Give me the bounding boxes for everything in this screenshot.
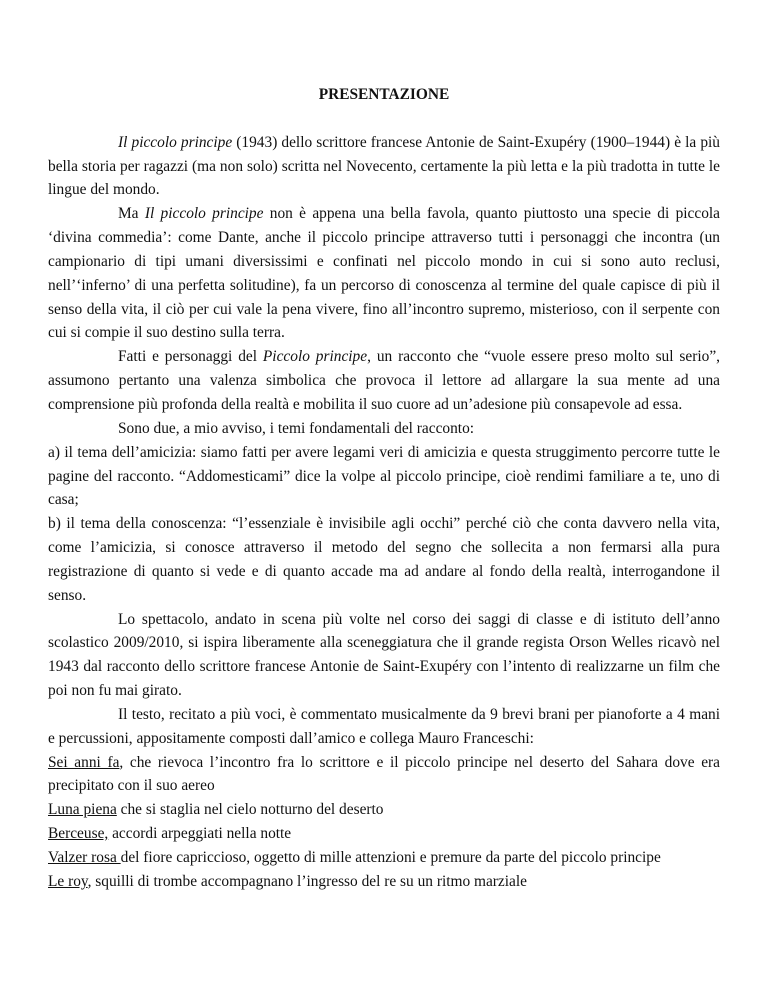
track-name: Luna piena — [48, 801, 117, 819]
track-item — [48, 870, 720, 894]
document-page — [48, 83, 720, 894]
page-title: PRESENTAZIONE — [318, 86, 450, 103]
paragraph-intro — [48, 131, 720, 203]
paragraph-text: (1943) dello scrittore francese Antonie de Saint-Exupéry (1900–1944) è la più bella storia per ragazzi (ma non solo) scritta nel Novecento, certamente la più letta e la più tradotta in tutte le lingue del mondo. — [48, 133, 721, 199]
track-item — [48, 751, 720, 799]
paragraph-testo-musica: Il testo, recitato a più voci, è commentato musicalmente da 9 brevi brani per pianoforte a 4 mani e percussioni, appositamente composti dall’amico e collega Mauro Franceschi: — [48, 705, 720, 747]
book-title-italic: Il piccolo principe — [118, 133, 233, 151]
track-item — [48, 846, 720, 870]
track-description: che si staglia nel cielo notturno del deserto — [116, 801, 384, 819]
track-name: Valzer rosa — [48, 849, 121, 866]
paragraph-fatti-personaggi — [48, 345, 720, 417]
track-description: del fiore capriccioso, oggetto di mille attenzioni e premure da parte del piccolo principe — [120, 849, 661, 866]
track-name: Le roy — [48, 872, 88, 890]
paragraph-spettacolo: Lo spettacolo, andato in scena più volte nel corso dei saggi di classe e di istituto dell’anno scolastico 2009/2010, si ispira liberamente alla sceneggiatura che il grande regista Orson Welles ricavò nel 1943 dal racconto dello scrittore francese Antonie de Saint-Exupéry con l’intento di realizzarne un film che poi non fu mai girato. — [48, 610, 720, 700]
track-item — [48, 822, 720, 846]
track-item — [48, 798, 720, 822]
paragraph-tema-conoscenza: b) il tema della conoscenza: “l’essenziale è invisibile agli occhi” perché ciò che conta davvero nella vita, come l’amicizia, si conosce attraverso il metodo del segno che sollecita a non fermarsi alla pura registrazione di quanto si vede e di quanto accade ma ad andare al fondo della realtà, interrogandone il senso. — [48, 515, 720, 604]
paragraph-text-pre: Ma — [118, 205, 145, 223]
paragraph-text: , un racconto che “vuole essere preso molto sul serio”, assumono pertanto una valenza simbolica che provoca il lettore ad allargare la sua mente ad una comprensione più profonda della realtà e mobilita il suo cuore ad un’adesione più consapevole ad essa. — [48, 348, 720, 413]
track-description: , che rievoca l’incontro fra lo scrittore e il piccolo principe nel deserto del Sahara dove era precipitato con il suo aereo — [48, 753, 720, 795]
paragraph-text: non è appena una bella favola, quanto piuttosto una specie di piccola ‘divina commedia’: come Dante, anche il piccolo principe attraverso tutti i personaggi che incontra (un campionario di tipi umani diversissimi e confinati nel piccolo mondo in cui si sono auto reclusi, nell’‘inferno’ di una perfetta solitudine), fa un percorso di conoscenza al termine del quale capisce di più il senso della vita, il ciò per cui vale la pena vivere, fino all’incontro supremo, misterioso, con il serpente con cui si compie il suo destino sulla terra. — [48, 205, 721, 342]
track-description: accordi arpeggiati nella notte — [108, 825, 292, 843]
book-title-italic: Il piccolo principe — [144, 205, 264, 223]
track-name: Sei anni fa — [48, 753, 120, 771]
paragraph-tema-amicizia: a) il tema dell’amicizia: siamo fatti per avere legami veri di amicizia e questa struggimento percorre tutte le pagine del racconto. “Addomesticami” dice la volpe al piccolo principe, cioè rendimi familiare a te, uno di casa; — [48, 443, 720, 509]
paragraph-divina-commedia — [48, 202, 720, 345]
paragraph-text-pre: Fatti e personaggi del — [118, 348, 263, 366]
track-name: Berceuse, — [48, 825, 109, 843]
track-description: , squilli di trombe accompagnano l’ingresso del re su un ritmo marziale — [87, 872, 527, 890]
book-title-italic: Piccolo principe — [262, 348, 368, 366]
paragraph-temi: Sono due, a mio avviso, i temi fondamentali del racconto: — [118, 419, 475, 437]
